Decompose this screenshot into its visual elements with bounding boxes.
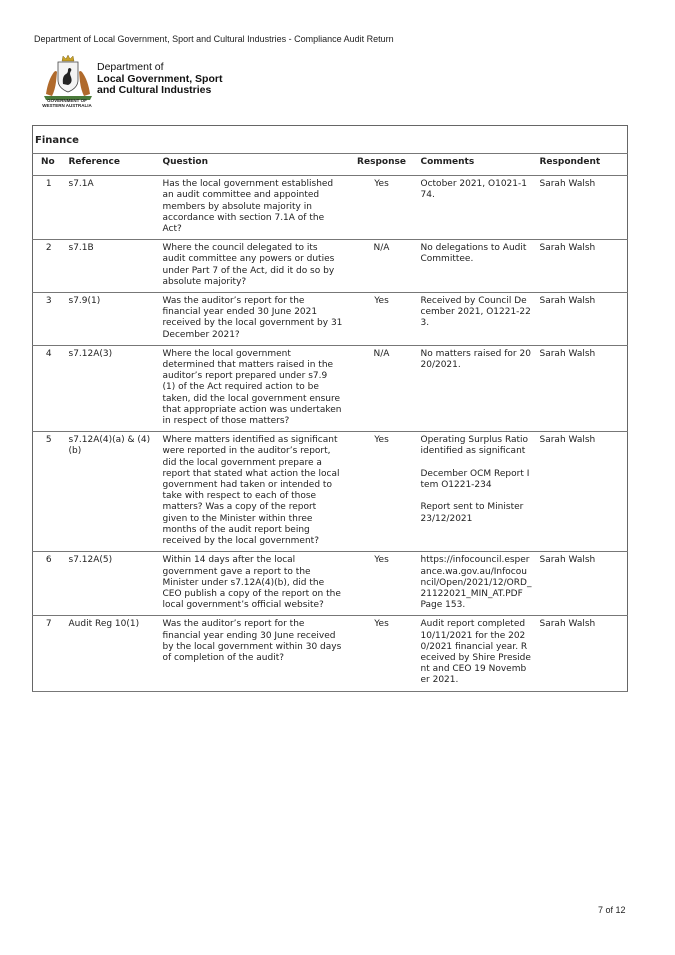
row-respondent: Sarah Walsh — [536, 616, 628, 691]
row-respondent: Sarah Walsh — [536, 176, 628, 240]
row-response: Yes — [347, 293, 417, 346]
row-question: Within 14 days after the local government gave a report to the Minister under s7.12A(4)(b), did the CEO publish a copy of the report on the local government’s official website? — [159, 552, 347, 616]
row-question: Where the council delegated to its audit committee any powers or duties under Part 7 of the Act, did it do so by absolute majority? — [159, 240, 347, 293]
table-header-row — [33, 154, 628, 176]
row-comments: Audit report completed 10/11/2021 for the 2020/2021 financial year. Received by Shire President and CEO 19 November 2021. — [417, 616, 536, 691]
row-respondent: Sarah Walsh — [536, 552, 628, 616]
row-comments: No delegations to Audit Committee. — [417, 240, 536, 293]
column-header-reference: Reference — [65, 154, 159, 176]
logo-caption-line2: WESTERN AUSTRALIA — [42, 103, 92, 108]
table-row — [33, 293, 628, 346]
row-respondent: Sarah Walsh — [536, 432, 628, 552]
table-row — [33, 240, 628, 293]
row-response: Yes — [347, 176, 417, 240]
table-row — [33, 432, 628, 552]
row-number: 7 — [33, 616, 65, 691]
row-comments: No matters raised for 2020/2021. — [417, 345, 536, 431]
row-reference: s7.1B — [65, 240, 159, 293]
row-comments: https://infocouncil.esperance.wa.gov.au/Infocouncil/Open/2021/12/ORD_21122021_MIN_AT.PDF Page 153. — [417, 552, 536, 616]
row-question: Where the local government determined that matters raised in the auditor’s report prepared under s7.9 (1) of the Act required action to be taken, did the local government ensure that appropriate action was undertaken in respect of those matters? — [159, 345, 347, 431]
column-header-question: Question — [159, 154, 347, 176]
logo-caption-line1: GOVERNMENT OF — [47, 98, 87, 103]
table-row — [33, 176, 628, 240]
row-reference: s7.9(1) — [65, 293, 159, 346]
row-number: 6 — [33, 552, 65, 616]
column-header-respondent: Respondent — [536, 154, 628, 176]
row-number: 3 — [33, 293, 65, 346]
row-question: Where matters identified as significant were reported in the auditor’s report, did the local government prepare a report that stated what action the local government had taken or intended to take with respect to each of those matters? Was a copy of the report given to the Minister within three months of the audit report being received by the local government? — [159, 432, 347, 552]
row-reference: s7.1A — [65, 176, 159, 240]
row-respondent: Sarah Walsh — [536, 240, 628, 293]
row-comments: October 2021, O1021-174. — [417, 176, 536, 240]
row-number: 2 — [33, 240, 65, 293]
department-name — [97, 62, 222, 97]
row-number: 5 — [33, 432, 65, 552]
row-question: Was the auditor’s report for the financial year ended 30 June 2021 received by the local government by 31 December 2021? — [159, 293, 347, 346]
column-header-comments: Comments — [417, 154, 536, 176]
row-reference: s7.12A(4)(a) & (4)(b) — [65, 432, 159, 552]
column-header-no: No — [33, 154, 65, 176]
row-response: N/A — [347, 240, 417, 293]
table-row — [33, 552, 628, 616]
row-respondent: Sarah Walsh — [536, 293, 628, 346]
page-number: 7 of 12 — [598, 905, 626, 915]
column-header-response: Response — [347, 154, 417, 176]
department-name-line1: Department of — [97, 61, 164, 73]
row-number: 4 — [33, 345, 65, 431]
table-row — [33, 345, 628, 431]
table-row — [33, 616, 628, 691]
row-reference: s7.12A(3) — [65, 345, 159, 431]
department-name-line2: Local Government, Sport — [97, 72, 223, 85]
row-response: Yes — [347, 552, 417, 616]
row-comments: Received by Council December 2021, O1221-223. — [417, 293, 536, 346]
section-title: Finance — [33, 126, 628, 154]
row-response: Yes — [347, 432, 417, 552]
row-number: 1 — [33, 176, 65, 240]
logo-caption — [36, 98, 98, 108]
row-respondent: Sarah Walsh — [536, 345, 628, 431]
department-name-line3: and Cultural Industries — [97, 84, 212, 96]
row-comments: Operating Surplus Ratio identified as significant December OCM Report Item O1221-234 Report sent to Minister 23/12/2021 — [417, 432, 536, 552]
row-response: Yes — [347, 616, 417, 691]
document-header: Department of Local Government, Sport and Cultural Industries - Compliance Audit Return — [34, 34, 394, 44]
row-question: Has the local government established an audit committee and appointed members by absolute majority in accordance with section 7.1A of the Act? — [159, 176, 347, 240]
row-reference: Audit Reg 10(1) — [65, 616, 159, 691]
row-reference: s7.12A(5) — [65, 552, 159, 616]
row-response: N/A — [347, 345, 417, 431]
row-question: Was the auditor’s report for the financial year ending 30 June received by the local government within 30 days of completion of the audit? — [159, 616, 347, 691]
finance-table — [32, 125, 628, 692]
